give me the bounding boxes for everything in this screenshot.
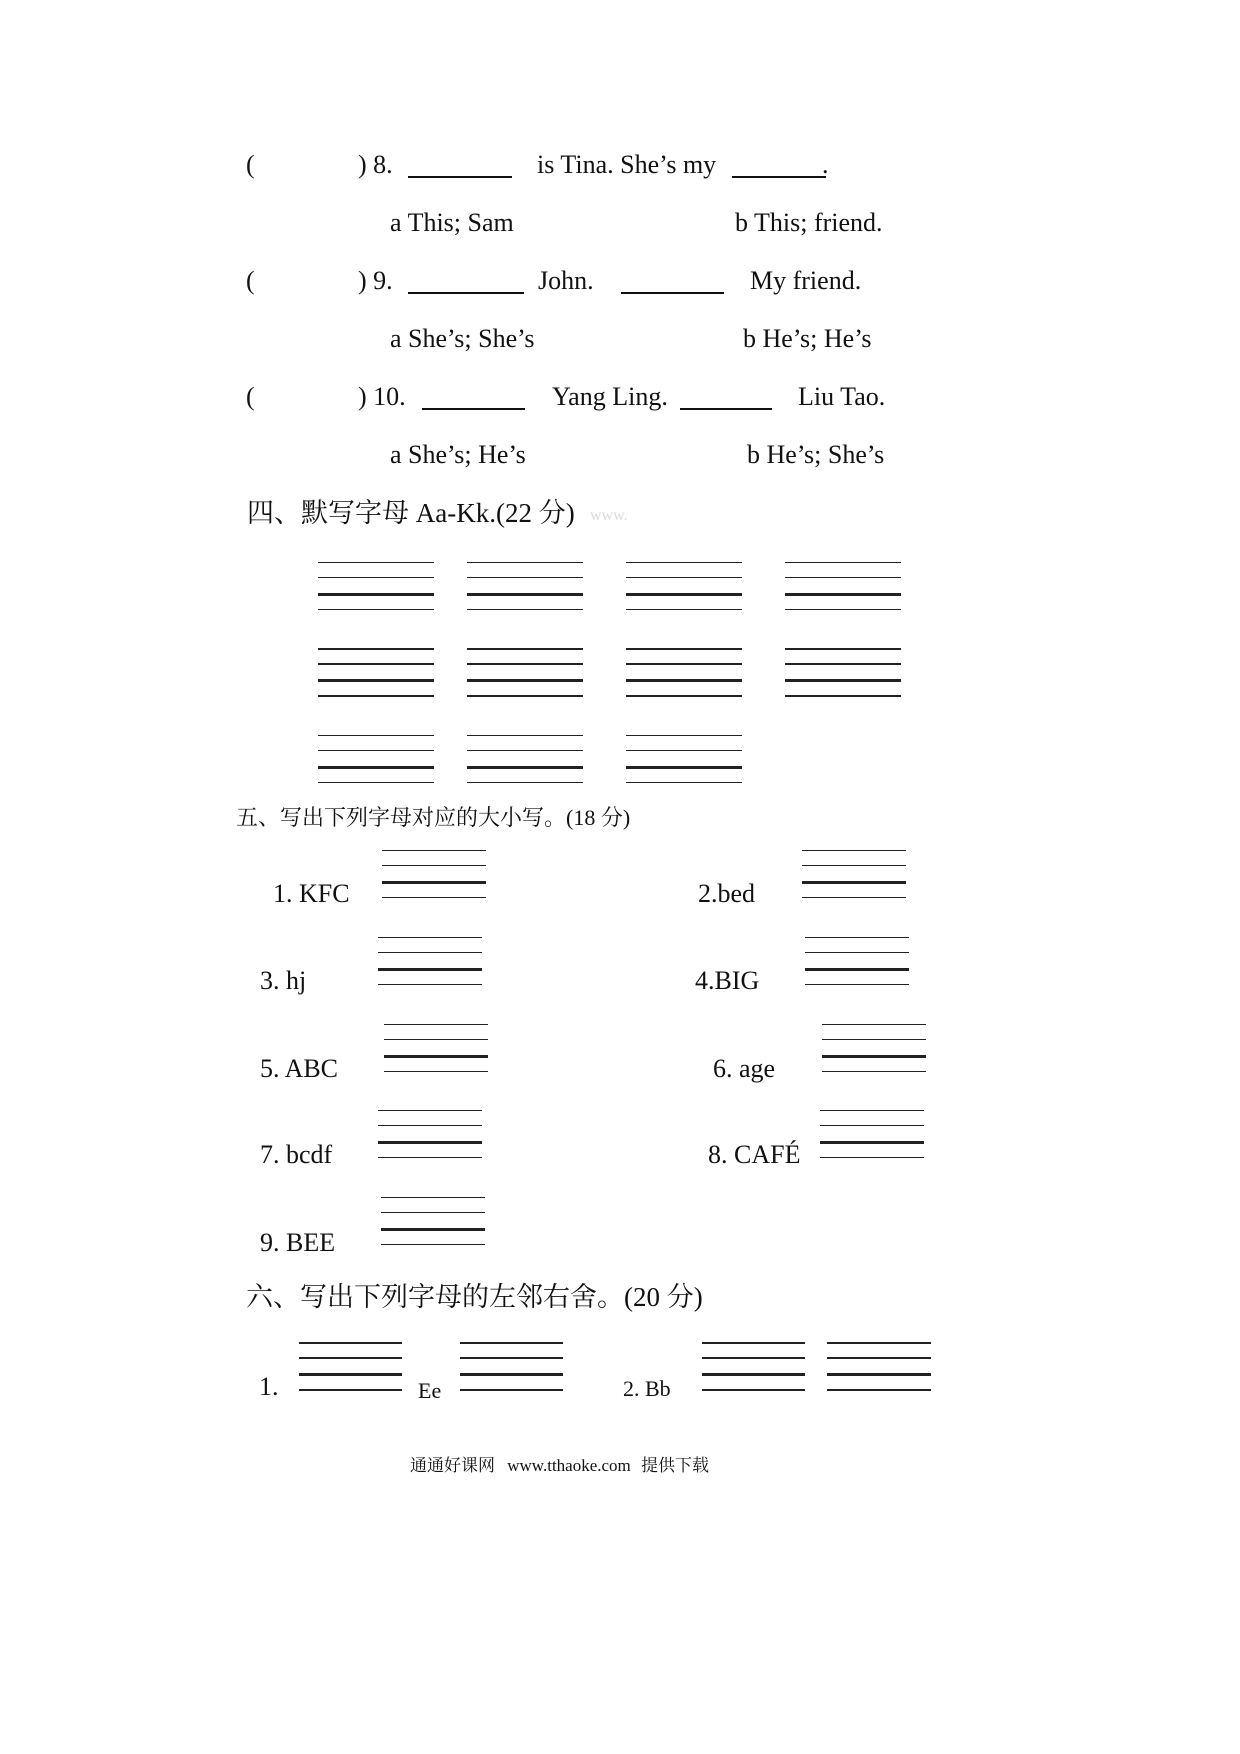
answer-blank[interactable] xyxy=(621,292,724,294)
writing-guide-lines[interactable] xyxy=(785,648,901,696)
footer-suffix: 提供下载 xyxy=(641,1456,710,1475)
question-number: ) 10. xyxy=(358,382,406,411)
writing-guide-lines[interactable] xyxy=(626,735,742,783)
watermark-text: www. xyxy=(590,507,628,524)
writing-guide-lines[interactable] xyxy=(318,735,434,783)
writing-guide-lines[interactable] xyxy=(626,562,742,610)
item-label: 2. Bb xyxy=(623,1376,671,1401)
writing-guide-lines[interactable] xyxy=(822,1024,926,1072)
page-footer xyxy=(410,1456,709,1476)
writing-guide-lines[interactable] xyxy=(378,1110,482,1158)
answer-blank[interactable] xyxy=(680,408,772,410)
question-number: ) 8. xyxy=(358,150,393,179)
writing-guide-lines[interactable] xyxy=(318,648,434,696)
footer-site-name: 通通好课网 xyxy=(410,1456,495,1475)
option-b: b He’s; He’s xyxy=(743,324,872,353)
writing-guide-lines[interactable] xyxy=(381,1197,485,1245)
item-label: 5. ABC xyxy=(260,1054,339,1083)
question-number: ) 9. xyxy=(358,266,393,295)
writing-guide-lines[interactable] xyxy=(626,648,742,696)
answer-paren-open: ( xyxy=(246,266,255,295)
item-label: 9. BEE xyxy=(260,1228,336,1257)
writing-guide-lines[interactable] xyxy=(299,1342,402,1390)
item-label: 6. age xyxy=(713,1054,776,1083)
question-text: My friend. xyxy=(750,266,862,295)
item-label: 1. KFC xyxy=(273,879,350,908)
question-period: . xyxy=(822,150,829,179)
writing-guide-lines[interactable] xyxy=(820,1110,924,1158)
question-text: Liu Tao. xyxy=(798,382,886,411)
writing-guide-lines[interactable] xyxy=(802,850,906,898)
item-label: 1. xyxy=(259,1372,279,1401)
item-label: 4.BIG xyxy=(695,966,760,995)
writing-guide-lines[interactable] xyxy=(702,1342,805,1390)
option-b: b This; friend. xyxy=(735,208,883,237)
item-label: 7. bcdf xyxy=(260,1140,333,1169)
given-letter: Ee xyxy=(418,1378,442,1403)
answer-blank[interactable] xyxy=(408,292,524,294)
question-text: Yang Ling. xyxy=(552,382,668,411)
footer-url[interactable]: www.tthaoke.com xyxy=(507,1456,631,1475)
option-b: b He’s; She’s xyxy=(747,440,885,469)
writing-guide-lines[interactable] xyxy=(467,735,583,783)
option-a: a This; Sam xyxy=(390,208,514,237)
option-a: a She’s; She’s xyxy=(390,324,535,353)
answer-blank[interactable] xyxy=(422,408,525,410)
item-label: 2.bed xyxy=(698,879,756,908)
writing-guide-lines[interactable] xyxy=(827,1342,931,1390)
answer-paren-open: ( xyxy=(246,150,255,179)
item-label: 8. CAFÉ xyxy=(708,1140,801,1169)
section-heading: 四、默写字母 Aa-Kk.(22 分) xyxy=(247,498,575,528)
writing-guide-lines[interactable] xyxy=(460,1342,563,1390)
item-label: 3. hj xyxy=(260,966,307,995)
section-heading: 五、写出下列字母对应的大小写。(18 分) xyxy=(236,805,631,830)
question-text: is Tina. She’s my xyxy=(537,150,717,179)
answer-paren-open: ( xyxy=(246,382,255,411)
answer-blank[interactable] xyxy=(732,176,826,178)
writing-guide-lines[interactable] xyxy=(384,1024,488,1072)
option-a: a She’s; He’s xyxy=(390,440,526,469)
writing-guide-lines[interactable] xyxy=(318,562,434,610)
writing-guide-lines[interactable] xyxy=(378,937,482,985)
writing-guide-lines[interactable] xyxy=(467,562,583,610)
writing-guide-lines[interactable] xyxy=(805,937,909,985)
section-heading: 六、写出下列字母的左邻右舍。(20 分) xyxy=(246,1282,703,1312)
answer-blank[interactable] xyxy=(408,176,512,178)
writing-guide-lines[interactable] xyxy=(467,648,583,696)
question-text: John. xyxy=(538,266,594,295)
writing-guide-lines[interactable] xyxy=(382,850,486,898)
writing-guide-lines[interactable] xyxy=(785,562,901,610)
